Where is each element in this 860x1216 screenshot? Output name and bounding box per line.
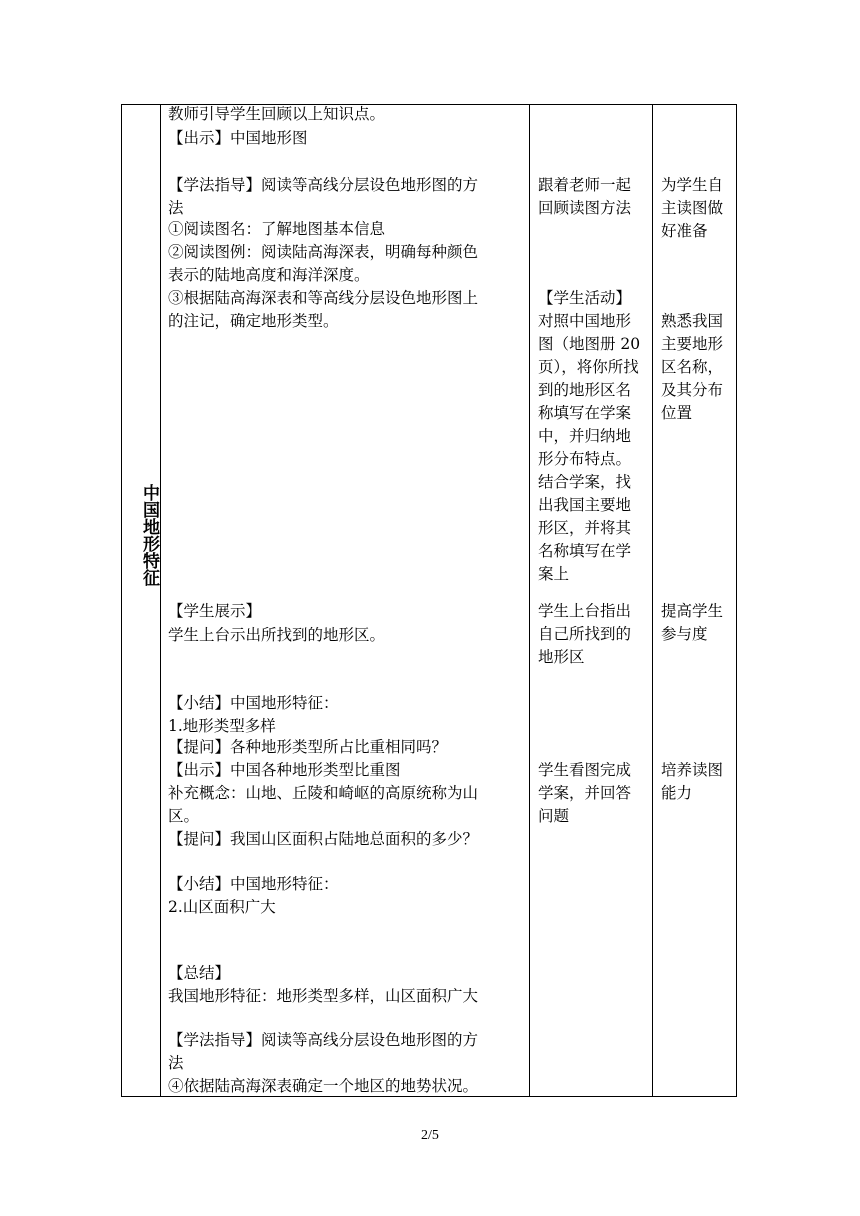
student-text: 称填写在学案 [538,404,632,422]
table-divider [652,104,653,1097]
teacher-text: 学生上台示出所找到的地形区。 [168,626,386,644]
page-number: 2/5 [421,1128,439,1143]
section-title: 中国地形特征 [139,484,159,586]
student-text: 中，并归纳地 [538,427,632,445]
teacher-text: 【学法指导】阅读等高线分层设色地形图的方 [168,1031,479,1049]
student-text: 出我国主要地 [538,496,632,514]
purpose-text: 主读图做 [661,199,724,217]
purpose-text: 参与度 [661,625,708,643]
purpose-text: 及其分布 [661,381,724,399]
student-text: 【学生活动】 [538,289,632,307]
student-text: 页），将你所找 [538,358,639,376]
student-text: 学案，并回答 [538,784,632,802]
purpose-text: 位置 [661,404,693,422]
table-divider [529,104,530,1097]
teacher-text: 2.山区面积广大 [168,898,276,916]
student-text: 跟着老师一起 [538,176,632,194]
teacher-text: 【小结】中国地形特征： [168,875,339,893]
student-text: 图（地图册 20 [538,335,641,353]
student-text: 结合学案，找 [538,473,632,491]
student-text: 自己所找到的 [538,625,632,643]
teacher-text: ②阅读图例：阅读陆高海深表，明确每种颜色 [168,243,479,261]
teacher-text: 区。 [168,807,200,825]
purpose-text: 提高学生 [661,602,724,620]
student-text: 到的地形区名 [538,381,632,399]
student-text: 对照中国地形 [538,312,632,330]
purpose-text: 主要地形 [661,335,724,353]
student-text: 学生上台指出 [538,602,632,620]
teacher-text: 【学法指导】阅读等高线分层设色地形图的方 [168,176,479,194]
student-text: 形分布特点。 [538,450,632,468]
purpose-text: 好准备 [661,222,708,240]
student-text: 地形区 [538,648,585,666]
teacher-text: 补充概念：山地、丘陵和崎岖的高原统称为山 [168,784,479,802]
teacher-text: 【提问】我国山区面积占陆地总面积的多少？ [168,830,479,848]
student-text: 问题 [538,807,570,825]
purpose-text: 熟悉我国 [661,312,724,330]
purpose-text: 培养读图 [661,761,724,779]
teacher-text: 法 [168,1054,184,1072]
teacher-text: 【出示】中国地形图 [168,129,308,147]
teacher-text: 法 [168,199,184,217]
purpose-text: 区名称， [661,358,724,376]
teacher-text: 表示的陆地高度和海洋深度。 [168,266,370,284]
teacher-text: 【出示】中国各种地形类型比重图 [168,761,401,779]
teacher-text: 教师引导学生回顾以上知识点。 [168,105,386,123]
teacher-text: 【提问】各种地形类型所占比重相同吗？ [168,738,448,756]
teacher-text: 的注记，确定地形类型。 [168,312,339,330]
student-text: 案上 [538,565,570,583]
student-text: 回顾读图方法 [538,199,632,217]
teacher-text: ④依据陆高海深表确定一个地区的地势状况。 [168,1077,479,1095]
teacher-text: 【学生展示】 [168,602,262,620]
student-text: 形区，并将其 [538,519,632,537]
teacher-text: 1.地形类型多样 [168,717,276,735]
teacher-text: 我国地形特征：地形类型多样，山区面积广大 [168,987,479,1005]
purpose-text: 为学生自 [661,176,724,194]
teacher-text: ③根据陆高海深表和等高线分层设色地形图上 [168,289,479,307]
student-text: 名称填写在学 [538,542,632,560]
teacher-text: 【总结】 [168,964,231,982]
teacher-text: 【小结】中国地形特征： [168,694,339,712]
student-text: 学生看图完成 [538,761,632,779]
purpose-text: 能力 [661,784,693,802]
teacher-text: ①阅读图名：了解地图基本信息 [168,220,386,238]
